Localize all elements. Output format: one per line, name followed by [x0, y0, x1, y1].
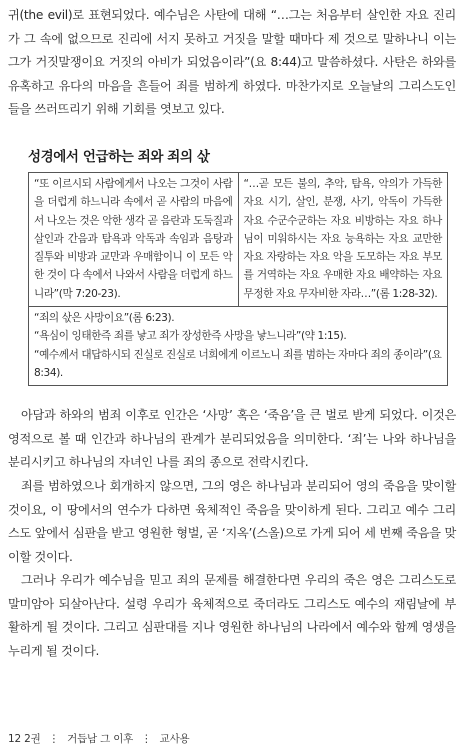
verse-mark-7: “또 이르시되 사람에게서 나오는 그것이 사람을 더럽게 하느니라 속에서 곧 사람의 마음에서 나오는 것은 악한 생각 곧 음란과 도둑질과 살인과 간음과 탐욕과 악독과 속임과 음탕과 질투와 비방과 교만과 우매함이니 이 모든 악한 것이 다 속에서 나와서 사람을 더럽게 하느니라”(막 7:20-23).	[29, 173, 239, 307]
page-number: 12	[8, 733, 21, 745]
page-footer	[8, 731, 190, 746]
verse-wages-of-sin	[29, 307, 448, 386]
body-paragraph-2: 죄를 범하였으나 회개하지 않으면, 그의 영은 하나님과 분리되어 영의 죽음을 맞이할 것이요, 이 땅에서의 연수가 다하면 육체적인 죽음을 맞이하게 된다. 그리고 예수 그리스도 앞에서 심판을 받고 영원한 형벌, 곧 ‘지옥’(스올)으로 가게 되어 세 번째 죽음을 맞이할 것이다.	[8, 479, 456, 564]
footer-separator: ⋮	[48, 733, 59, 745]
body-paragraph-3: 그러나 우리가 예수님을 믿고 죄의 문제를 해결한다면 우리의 죽은 영은 그리스도로 말미암아 되살아난다. 설령 우리가 육체적으로 죽더라도 그리스도 예수의 재림날에 부활하게 될 것이다. 그리고 심판대를 지나 영원한 하나님의 나라에서 예수와 함께 영생을 누리게 될 것이다.	[8, 573, 456, 658]
verse-james-1: “욕심이 잉태한즉 죄를 낳고 죄가 장성한즉 사망을 낳느니라”(약 1:15).	[34, 330, 347, 343]
edition-label: 교사용	[159, 733, 190, 745]
intro-paragraph: 귀(the evil)로 표현되었다. 예수님은 사탄에 대해 “…그는 처음부터 살인한 자요 진리가 그 속에 없으므로 진리에 서지 못하고 거짓을 말할 때마다 제 것으로 말하나니 이는 그가 거짓말쟁이요 거짓의 아비가 되었음이라”(요 8:44)고 말씀하셨다. 사탄은 하와를 유혹하고 유다의 마음을 흔들어 죄를 범하게 하였다. 마찬가지로 오늘날의 그리스도인들을 쓰러뜨리기 위해 기회를 엿보고 있다.	[8, 8, 456, 117]
volume-label: 2권	[24, 733, 41, 745]
book-title: 거듭남 그 이후	[67, 733, 134, 745]
footer-separator: ⋮	[141, 733, 152, 745]
box-title: 성경에서 언급하는 죄와 죄의 삯	[28, 149, 210, 165]
body-paragraph-1: 아담과 하와의 범죄 이후로 인간은 ‘사망’ 혹은 ‘죽음’을 큰 벌로 받게 되었다. 이것은 영적으로 볼 때 인간과 하나님의 관계가 분리되었음을 의미한다. ‘죄’는 나와 하나님을 분리시키고 하나님의 자녀인 나를 죄의 종으로 전락시킨다.	[8, 408, 456, 470]
verse-romans-6: “죄의 삯은 사망이요”(롬 6:23).	[34, 312, 175, 325]
verse-john-8: “예수께서 대답하시되 진실로 진실로 너희에게 이르노니 죄를 범하는 자마다 죄의 종이라”(요 8:34).	[34, 348, 442, 379]
verse-table	[28, 172, 448, 386]
verse-romans-1: “…곧 모든 불의, 추악, 탐욕, 악의가 가득한 자요 시기, 살인, 분쟁, 사기, 악독이 가득한 자요 수군수군하는 자요 비방하는 자요 하나님이 미워하시는 자요 능욕하는 자요 교만한 자요 자랑하는 자요 악을 도모하는 자요 부모를 거역하는 자요 우매한 자요 배약하는 자요 무정한 자요 무자비한 자라…”(롬 1:28-32).	[238, 173, 448, 307]
